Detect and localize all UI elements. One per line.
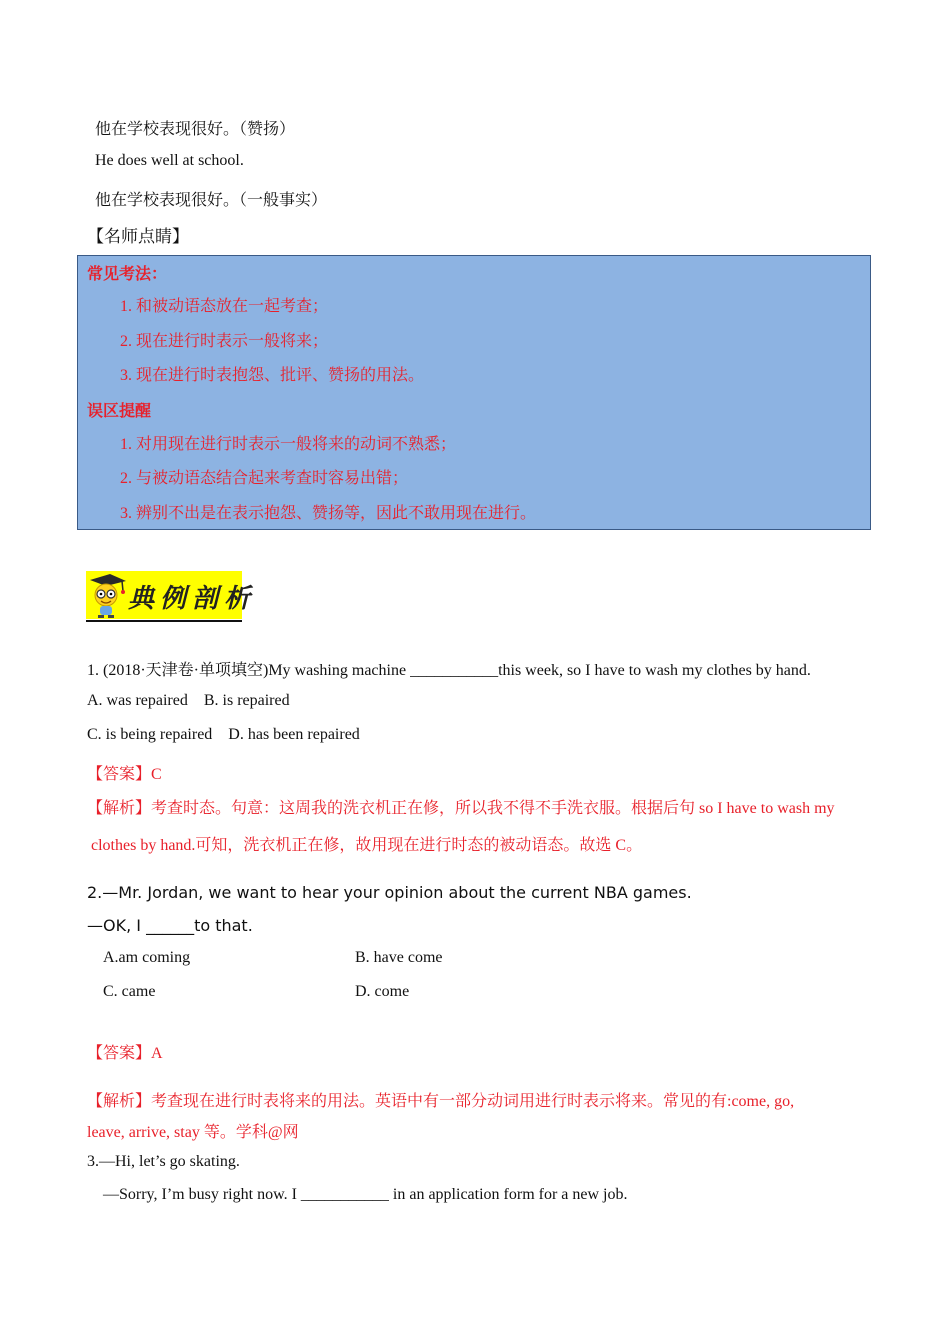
scholar-mascot-icon: [86, 571, 128, 619]
q2-option-b: B. have come: [355, 949, 443, 966]
intro-line-3: 他在学校表现很好。（一般事实）: [95, 192, 328, 209]
q2-answer: 【答案】A: [87, 1045, 163, 1062]
q2-option-c: C. came: [103, 983, 156, 1000]
tips-item: 1. 和被动语态放在一起考查；: [120, 298, 329, 315]
q1-analysis-line-1: 【解析】考查时态。句意：这周我的洗衣机正在修，所以我不得不手洗衣服。根据后句 so I have to wash my: [87, 800, 835, 817]
q2-analysis-line-1: 【解析】考查现在进行时表将来的用法。英语中有一部分动词用进行时表示将来。常见的有:come, go,: [87, 1093, 795, 1110]
q2-analysis-line-2: leave, arrive, stay 等。学科@网: [87, 1124, 299, 1141]
teacher-tips-heading: 【名师点睛】: [87, 227, 189, 246]
tips-item: 2. 现在进行时表示一般将来；: [120, 333, 329, 350]
q1-stem: 1. (2018·天津卷·单项填空)My washing machine ___________this week, so I have to wash my clothes by hand.: [87, 662, 811, 679]
q3-stem-line-2: —Sorry, I’m busy right now. I ___________ in an application form for a new job.: [103, 1186, 628, 1203]
q2-option-d: D. come: [355, 983, 410, 1000]
q2-option-a: A.am coming: [103, 949, 191, 966]
tips-section-title-common: 常见考法：: [87, 266, 168, 283]
intro-line-2: He does well at school.: [95, 152, 244, 169]
tips-section-title-pitfalls: 误区提醒: [87, 403, 152, 420]
banner-underline: [86, 620, 242, 622]
q2-stem-line-2: —OK, I ______to that.: [87, 916, 253, 935]
q1-options-ab: A. was repaired B. is repaired: [87, 692, 290, 709]
tips-item: 3. 辨别不出是在表示抱怨、赞扬等，因此不敢用现在进行。: [120, 505, 537, 522]
intro-line-1: 他在学校表现很好。（赞扬）: [95, 121, 296, 138]
q2-stem-line-1: 2.—Mr. Jordan, we want to hear your opinion about the current NBA games.: [87, 883, 692, 902]
banner-title: 典例剖析: [128, 584, 257, 614]
tips-box: [77, 255, 871, 530]
q1-answer: 【答案】C: [87, 766, 162, 783]
q1-analysis-line-2: clothes by hand.可知，洗衣机正在修，故用现在进行时态的被动语态。故选 C。: [91, 837, 643, 854]
q1-options-cd: C. is being repaired D. has been repaired: [87, 726, 360, 743]
q3-stem-line-1: 3.—Hi, let’s go skating.: [87, 1153, 240, 1170]
tips-item: 2. 与被动语态结合起来考查时容易出错；: [120, 470, 409, 487]
tips-item: 3. 现在进行时表抱怨、批评、赞扬的用法。: [120, 367, 425, 384]
tips-item: 1. 对用现在进行时表示一般将来的动词不熟悉；: [120, 436, 457, 453]
